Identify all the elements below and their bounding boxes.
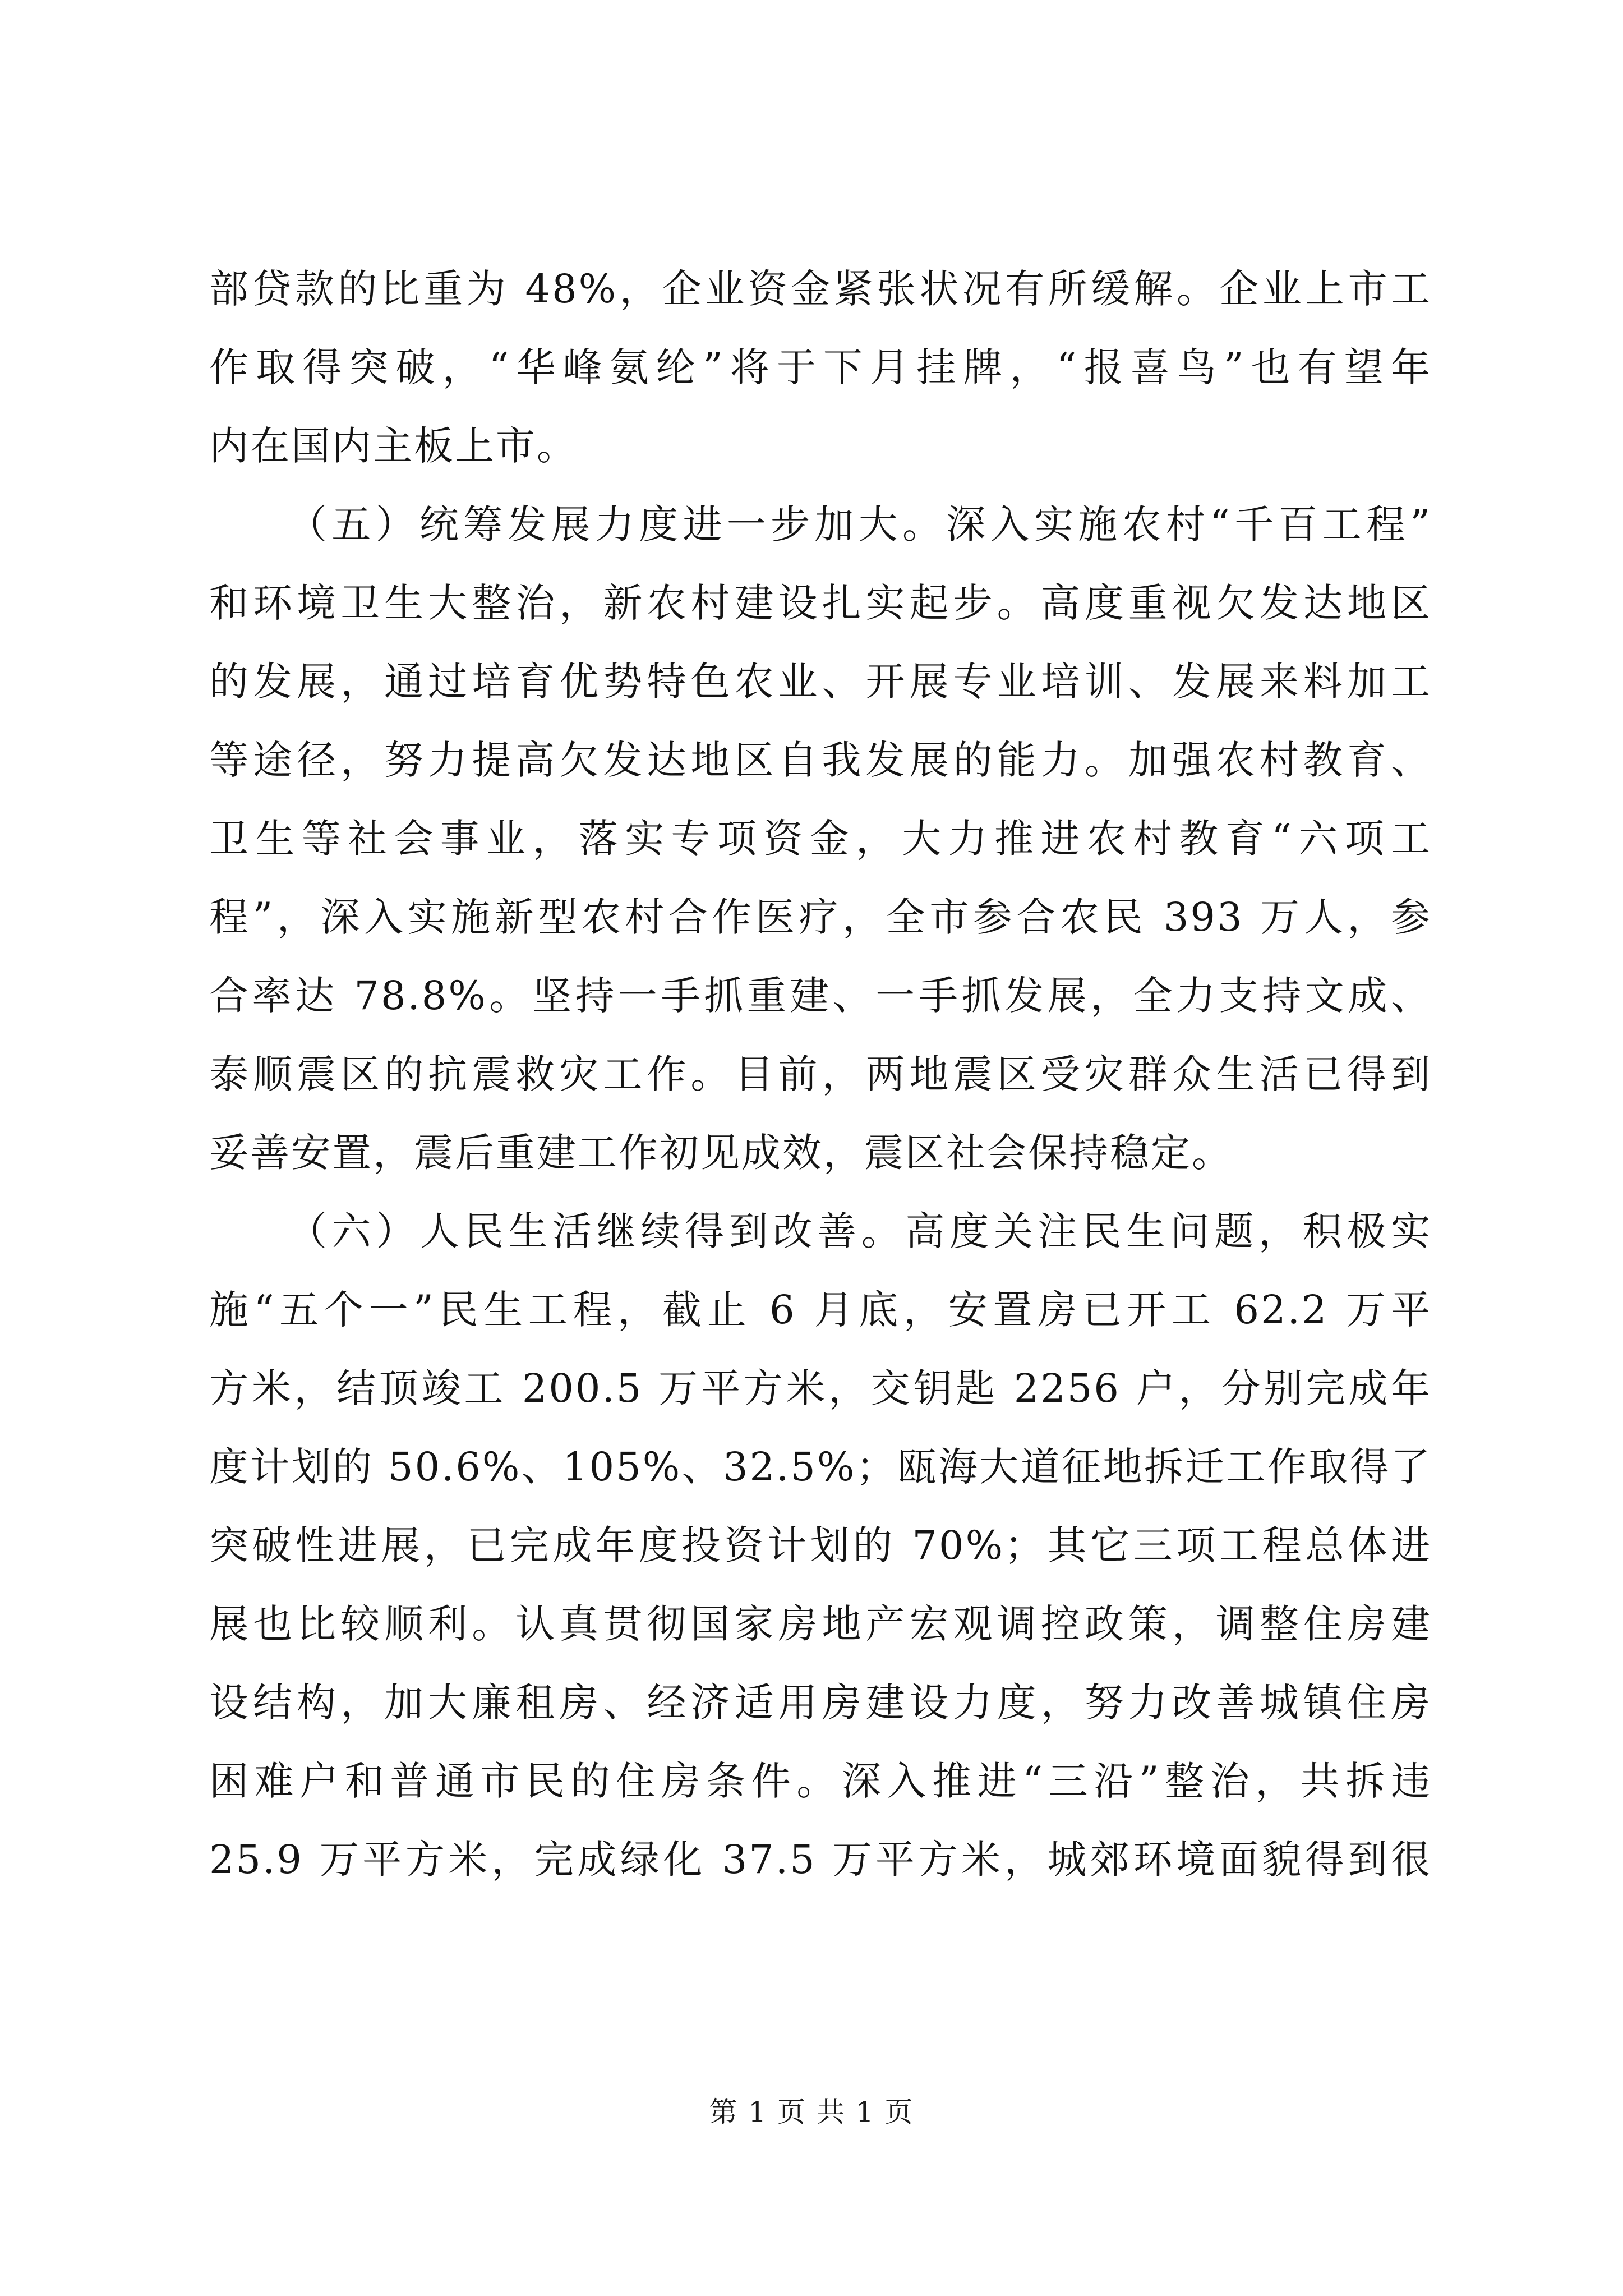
text-line: （六）人民生活继续得到改善。高度关注民生问题，积极实	[288, 1208, 1432, 1254]
text-line: 25.9 万平方米，完成绿化 37.5 万平方米，城郊环境面貌得到很	[209, 1837, 1432, 1883]
text-line: 方米，结顶竣工 200.5 万平方米，交钥匙 2256 户，分别完成年	[209, 1365, 1432, 1411]
paragraph-section-six	[209, 1192, 1432, 1899]
paragraph-continuation	[209, 250, 1432, 485]
text-line: 度计划的 50.6%、105%、32.5%；瓯海大道征地拆迁工作取得了	[209, 1444, 1432, 1490]
document-body	[209, 250, 1432, 1899]
text-line: （五）统筹发展力度进一步加大。深入实施农村“千百工程”	[288, 501, 1432, 547]
text-line: 突破性进展，已完成年度投资计划的 70%；其它三项工程总体进	[209, 1522, 1432, 1568]
text-line: 作取得突破，“华峰氨纶”将于下月挂牌，“报喜鸟”也有望年	[209, 344, 1432, 390]
text-line: 内在国内主板上市。	[209, 423, 578, 469]
text-line: 合率达 78.8%。坚持一手抓重建、一手抓发展，全力支持文成、	[209, 973, 1432, 1019]
text-line: 的发展，通过培育优势特色农业、开展专业培训、发展来料加工	[209, 659, 1432, 705]
text-line: 妥善安置，震后重建工作初见成效，震区社会保持稳定。	[209, 1130, 1233, 1176]
text-line: 和环境卫生大整治，新农村建设扎实起步。高度重视欠发达地区	[209, 580, 1432, 626]
text-line: 困难户和普通市民的住房条件。深入推进“三沿”整治，共拆违	[209, 1758, 1432, 1804]
text-line: 展也比较顺利。认真贯彻国家房地产宏观调控政策，调整住房建	[209, 1601, 1432, 1647]
paragraph-section-five	[209, 485, 1432, 1192]
page-number: 第 1 页 共 1 页	[709, 2096, 914, 2128]
text-line: 设结构，加大廉租房、经济适用房建设力度，努力改善城镇住房	[209, 1680, 1432, 1726]
text-line: 部贷款的比重为 48%，企业资金紧张状况有所缓解。企业上市工	[209, 266, 1432, 312]
page-footer	[0, 2092, 1623, 2132]
text-line: 卫生等社会事业，落实专项资金，大力推进农村教育“六项工	[209, 816, 1432, 862]
text-line: 等途径，努力提高欠发达地区自我发展的能力。加强农村教育、	[209, 737, 1432, 783]
text-line: 泰顺震区的抗震救灾工作。目前，两地震区受灾群众生活已得到	[209, 1051, 1432, 1097]
text-line: 程”，深入实施新型农村合作医疗，全市参合农民 393 万人，参	[209, 894, 1432, 940]
text-line: 施“五个一”民生工程，截止 6 月底，安置房已开工 62.2 万平	[209, 1287, 1432, 1333]
